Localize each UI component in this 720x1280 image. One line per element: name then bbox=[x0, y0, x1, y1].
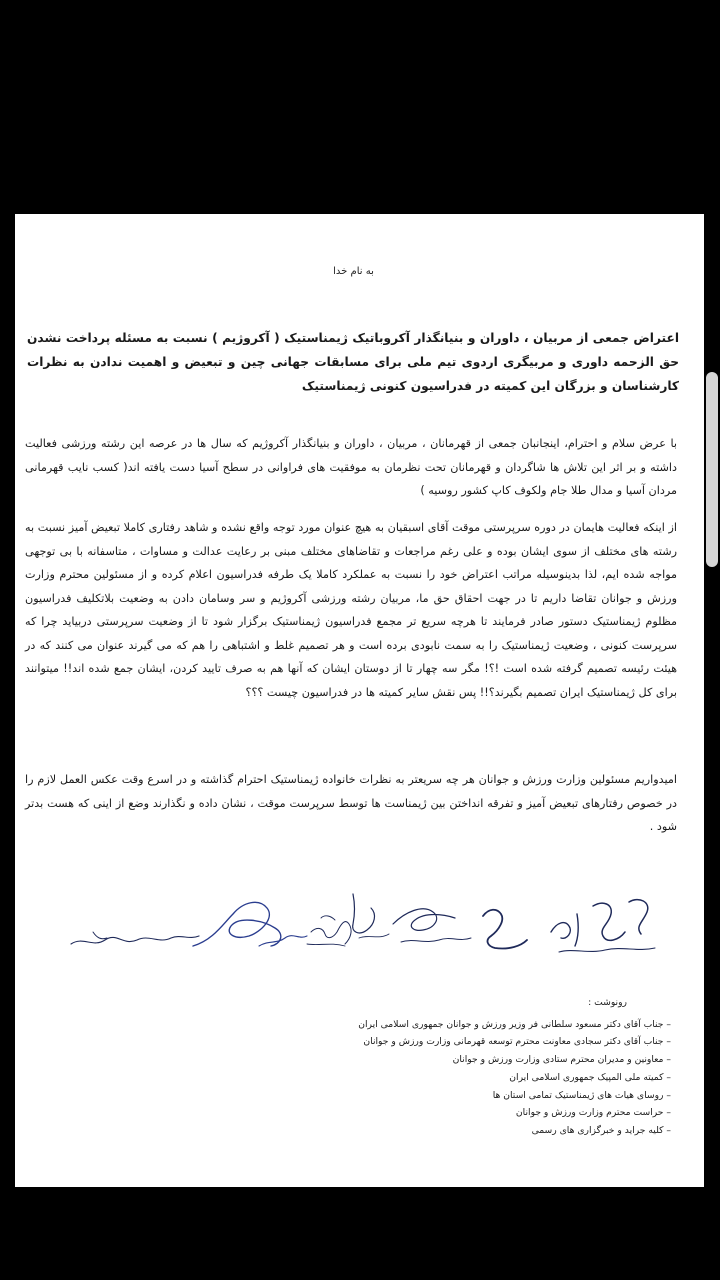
signatures-block bbox=[63, 874, 683, 964]
copy-recipient: – کمیته ملی المپیک جمهوری اسلامی ایران bbox=[35, 1069, 671, 1087]
copy-recipient: – جناب آقای دکتر سجادی معاونت محترم توسعه قهرمانی وزارت ورزش و جوانان bbox=[35, 1033, 671, 1051]
copies-heading: رونوشت : bbox=[588, 997, 627, 1008]
copy-recipient: – روسای هیات های ژیمناستیک تمامی استان ها bbox=[35, 1087, 671, 1105]
copy-recipient: – معاونین و مدیران محترم ستادی وزارت ورزش و جوانان bbox=[35, 1051, 671, 1069]
signature-5-icon bbox=[393, 909, 471, 942]
paragraph-2: از اینکه فعالیت هایمان در دوره سرپرستی موقت آقای اسبقیان به هیچ عنوان مورد توجه واقع نشده و شاهد رفتاری کاملا تبعیض آمیز نسبت به رشته های مختلف از سوی ایشان بوده و علی رغم مراجعات و تقاضاهای مختلف مبنی بر رعایت عدالت و مساوات ، متاسفانه با بی توجهی مواجه شده ایم، لذا بدینوسیله مراتب اعتراض خود را نسبت به عملکرد کاملا یک طرفه فدراسیون اعلام کرده و از مسئولین محترم وزارت ورزش و جوانان تقاضا داریم تا در جهت احقاق حق ما، مربیان رشته ورزشی آکروژیم و سر وسامان دادن به وضعیت بلاتکلیف فدراسیون مظلوم ژیمناستیک دستور صادر فرمایند تا هرچه سریع تر مجمع فدراسیون ژیمناستیک برگزار شود تا از وضعیت سرپرستی دربیاید چرا که سرپرست کنونی ، وضعیت ژیمناستیک را به سمت نابودی برده است و هر تصمیم غلط و اشتباهی را هم که می گیرند عنوان می کنند که در هیئت رئیسه تصمیم گرفته شده است !؟! مگر سه چهار تا از دوستان ایشان که آنها هم به صرف تایید کردن، ایشان جمع شده اند!! میتوانند برای کل ژیمناستیک ایران تصمیم بگیرند؟!! پس نقش سایر کمیته ها در فدراسیون چیست ؟؟؟ bbox=[25, 521, 677, 699]
signature-3-icon bbox=[307, 916, 351, 946]
copy-recipient: – حراست محترم وزارت ورزش و جوانان bbox=[35, 1104, 671, 1122]
letter-title: اعتراض جمعی از مربیان ، داوران و بنیانگذار آکروباتیک ژیمناستیک ( آکروژیم ) نسبت به مسئله پرداخت نشدن حق الزحمه داوری و مربیگری اردوی تیم ملی برای مسابقات جهانی چین و تبعیض و اهمیت ندادن به نظرات کارشناسان و بزرگان این کمیته در فدراسیون کنونی ژیمناستیک bbox=[27, 331, 679, 393]
signature-1-icon bbox=[71, 932, 199, 944]
letter-page bbox=[15, 214, 704, 1187]
signature-4-icon bbox=[353, 894, 389, 938]
signature-6-icon bbox=[483, 910, 527, 949]
copy-recipient: – کلیه جراید و خبرگزاری های رسمی bbox=[35, 1122, 671, 1140]
signature-2-icon bbox=[193, 902, 307, 946]
copies-list bbox=[35, 1016, 679, 1140]
paragraph-3: امیدواریم مسئولین وزارت ورزش و جوانان هر چه سریعتر به نظرات خانواده ژیمناستیک احترام گذاشته و در اسرع وقت عکس العمل لازم را در خصوص رفتارهای تبعیض آمیز و تفرقه انداختن بین ژیمناست ها توسط سرپرست موقت ، نشان داده و نگذارند وضع از اینی که هست بدتر شود . bbox=[25, 773, 677, 833]
page-edge-scrollbar[interactable] bbox=[706, 372, 718, 567]
copies-section bbox=[35, 994, 679, 1140]
signature-7-icon bbox=[551, 900, 655, 952]
copy-recipient: – جناب آقای دکتر مسعود سلطانی فر وزیر ورزش و جوانان جمهوری اسلامی ایران bbox=[35, 1016, 671, 1034]
paragraph-1: با عرض سلام و احترام، اینجانبان جمعی از قهرمانان ، مربیان ، داوران و بنیانگذار آکروژیم که سال ها در عرصه این رشته ورزشی فعالیت داشته و بر اثر این تلاش ها شاگردان و قهرمانان تحت نظرمان به موفقیت های فراوانی در سطح آسیا دست یافته اند( کسب نایب قهرمانی مردان آسیا و مدال طلا جام ولکوف کاپ کشور روسیه ) bbox=[25, 437, 677, 497]
letter-heading: به نام خدا bbox=[333, 266, 374, 277]
